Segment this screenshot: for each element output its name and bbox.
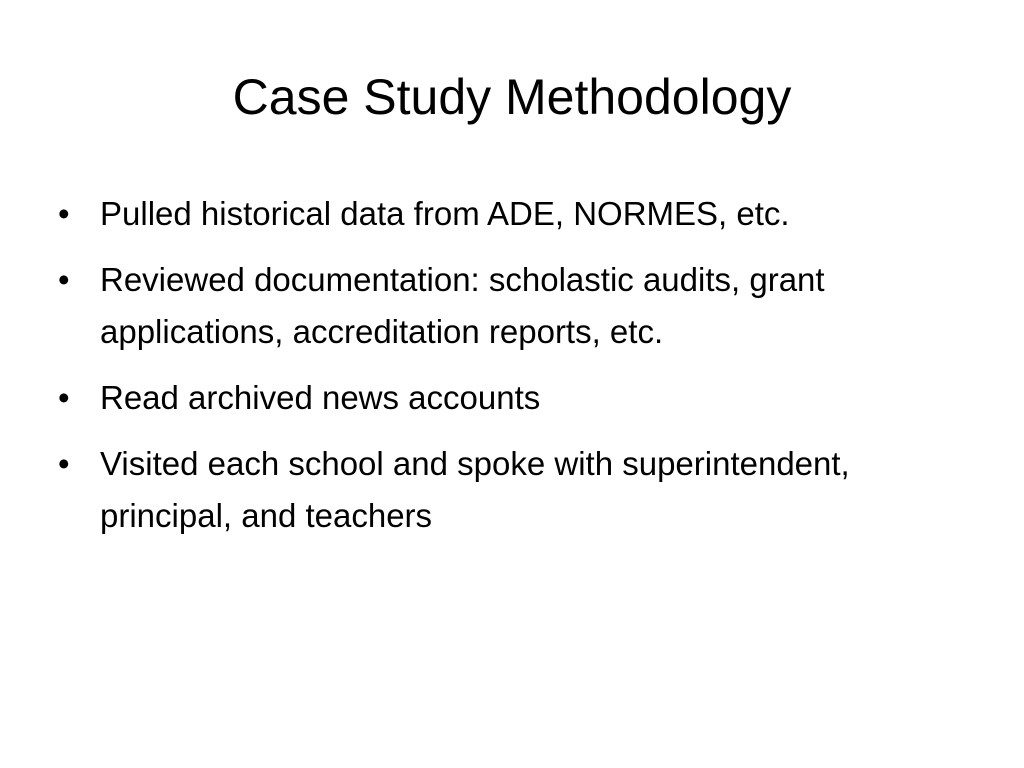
bullet-icon: • [58,195,70,232]
bullet-item [58,254,978,358]
bullet-list [58,188,978,556]
bullet-item [58,188,978,240]
bullet-text: Read archived news accounts [100,379,541,416]
bullet-item [58,372,978,424]
bullet-text: Reviewed documentation: scholastic audits, grant applications, accreditation reports, etc. [100,261,825,350]
bullet-icon: • [58,445,70,482]
bullet-icon: • [58,261,70,298]
slide-title: Case Study Methodology [232,69,792,125]
bullet-text: Visited each school and spoke with superintendent, principal, and teachers [100,445,850,534]
bullet-item [58,438,978,542]
bullet-text: Pulled historical data from ADE, NORMES, etc. [100,195,790,232]
bullet-icon: • [58,379,70,416]
